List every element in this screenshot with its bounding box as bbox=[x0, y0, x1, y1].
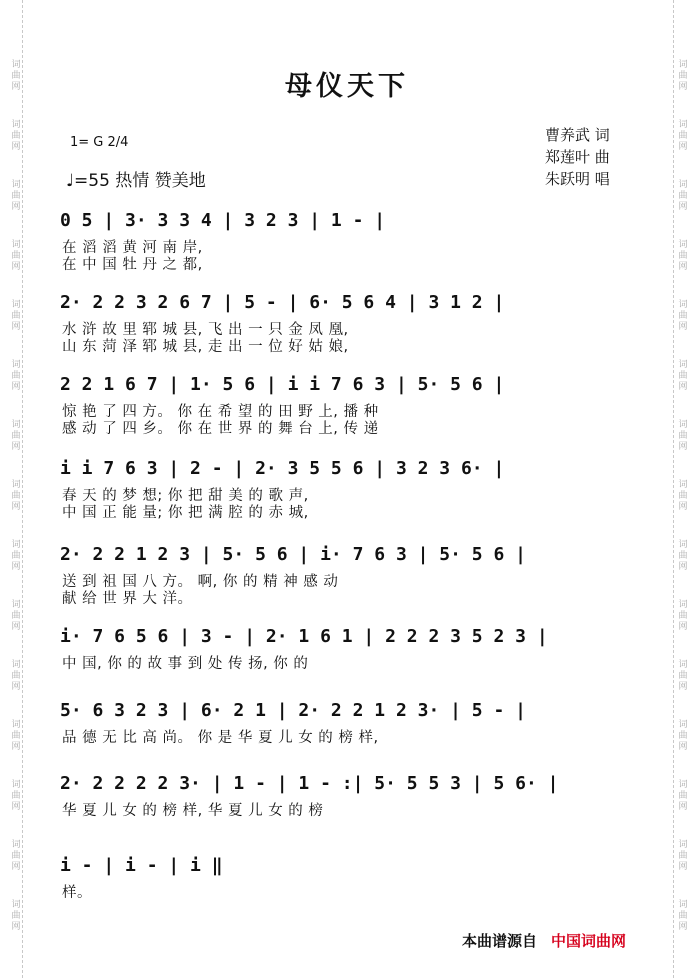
watermark-stamp: 词 曲 网 bbox=[678, 900, 688, 932]
watermark-stamp: 词 曲 网 bbox=[11, 240, 21, 272]
credits bbox=[545, 124, 610, 190]
watermark-stamp: 词 曲 网 bbox=[678, 180, 688, 212]
watermark-stamp: 词 曲 网 bbox=[678, 840, 688, 872]
lyric-line-1: 华 夏 儿 女 的 榜 样, 华 夏 儿 女 的 榜 bbox=[62, 803, 324, 819]
song-title: 母仪天下 bbox=[285, 71, 409, 102]
notes: 2· 2 2 2 2 3· | 1 - | 1 - :| 5· 5 5 3 | 5 6· | bbox=[60, 773, 559, 794]
lyric-line-1: 样。 bbox=[62, 885, 92, 901]
notes: i· 7 6 5 6 | 3 - | 2· 1 6 1 | 2 2 2 3 5 2 3 | bbox=[60, 626, 548, 647]
watermark-stamp: 词 曲 网 bbox=[678, 300, 688, 332]
watermark-stamp: 词 曲 网 bbox=[11, 780, 21, 812]
lyric-line-1: 春 天 的 梦 想; 你 把 甜 美 的 歌 声, bbox=[62, 488, 309, 504]
watermark-stamp: 词 曲 网 bbox=[11, 720, 21, 752]
lyric-line-1: 中 国, 你 的 故 事 到 处 传 扬, 你 的 bbox=[62, 656, 309, 672]
notes: i i 7 6 3 | 2 - | 2· 3 5 5 6 | 3 2 3 6· | bbox=[60, 458, 505, 479]
site-brand-link[interactable]: 中国词曲网 bbox=[551, 932, 627, 950]
watermark-stamp: 词 曲 网 bbox=[11, 840, 21, 872]
notes: 2· 2 2 3 2 6 7 | 5 - | 6· 5 6 4 | 3 1 2 | bbox=[60, 292, 505, 313]
watermark-stamp: 词 曲 网 bbox=[11, 120, 21, 152]
watermark-stamp: 词 曲 网 bbox=[678, 240, 688, 272]
lyric-line-1: 送 到 祖 国 八 方。 啊, 你 的 精 神 感 动 bbox=[62, 574, 339, 590]
lyric-line-2: 在 中 国 牡 丹 之 都, bbox=[62, 257, 203, 273]
lyric-line-2: 山 东 菏 泽 郓 城 县, 走 出 一 位 好 姑 娘, bbox=[62, 339, 349, 355]
lyricist-credit: 曹养武 词 bbox=[545, 126, 610, 144]
lyric-line-1: 在 滔 滔 黄 河 南 岸, bbox=[62, 240, 203, 256]
watermark-stamp: 词 曲 网 bbox=[678, 480, 688, 512]
notes: 0 5 | 3· 3 3 4 | 3 2 3 | 1 - | bbox=[60, 210, 386, 231]
composer-credit: 郑莲叶 曲 bbox=[545, 148, 610, 166]
notes: i - | i - | i ‖ bbox=[60, 855, 223, 876]
watermark-stamp: 词 曲 网 bbox=[678, 720, 688, 752]
lyric-line-2: 中 国 正 能 量; 你 把 满 腔 的 赤 城, bbox=[62, 505, 309, 521]
lyric-line-2: 献 给 世 界 大 洋。 bbox=[62, 591, 193, 607]
watermark-stamp: 词 曲 网 bbox=[11, 540, 21, 572]
notes: 5· 6 3 2 3 | 6· 2 1 | 2· 2 2 1 2 3· | 5 - | bbox=[60, 700, 526, 721]
watermark-stamp: 词 曲 网 bbox=[678, 660, 688, 692]
watermark-stamp: 词 曲 网 bbox=[678, 540, 688, 572]
watermark-stamp: 词 曲 网 bbox=[678, 120, 688, 152]
watermark-stamp: 词 曲 网 bbox=[11, 600, 21, 632]
watermark-stamp: 词 曲 网 bbox=[678, 60, 688, 92]
watermark-stamp: 词 曲 网 bbox=[11, 300, 21, 332]
watermark-stamp: 词 曲 网 bbox=[678, 420, 688, 452]
lyric-line-2: 感 动 了 四 乡。 你 在 世 界 的 舞 台 上, 传 递 bbox=[62, 421, 379, 437]
tempo-marking: ♩=55 热情 赞美地 bbox=[66, 171, 206, 191]
watermark-stamp: 词 曲 网 bbox=[11, 480, 21, 512]
lyric-line-1: 品 德 无 比 高 尚。 你 是 华 夏 儿 女 的 榜 样, bbox=[62, 730, 379, 746]
watermark-stamp: 词 曲 网 bbox=[678, 360, 688, 392]
watermark-stamp: 词 曲 网 bbox=[11, 180, 21, 212]
key-signature: 1= G 2/4 bbox=[70, 135, 129, 150]
singer-credit: 朱跃明 唱 bbox=[545, 170, 610, 188]
watermark-stamp: 词 曲 网 bbox=[11, 60, 21, 92]
watermark-stamp: 词 曲 网 bbox=[678, 600, 688, 632]
notes: 2 2 1 6 7 | 1· 5 6 | i i 7 6 3 | 5· 5 6 | bbox=[60, 374, 505, 395]
lyric-line-1: 水 浒 故 里 郓 城 县, 飞 出 一 只 金 凤 凰, bbox=[62, 322, 349, 338]
watermark-stamp: 词 曲 网 bbox=[11, 420, 21, 452]
watermark-stamp: 词 曲 网 bbox=[11, 360, 21, 392]
watermark-stamp: 词 曲 网 bbox=[11, 900, 21, 932]
watermark-stamp: 词 曲 网 bbox=[11, 660, 21, 692]
source-footer bbox=[462, 930, 626, 951]
watermark-stamp: 词 曲 网 bbox=[678, 780, 688, 812]
notes: 2· 2 2 1 2 3 | 5· 5 6 | i· 7 6 3 | 5· 5 6 | bbox=[60, 544, 526, 565]
source-label: 本曲谱源自 bbox=[462, 932, 538, 950]
lyric-line-1: 惊 艳 了 四 方。 你 在 希 望 的 田 野 上, 播 种 bbox=[62, 404, 379, 420]
